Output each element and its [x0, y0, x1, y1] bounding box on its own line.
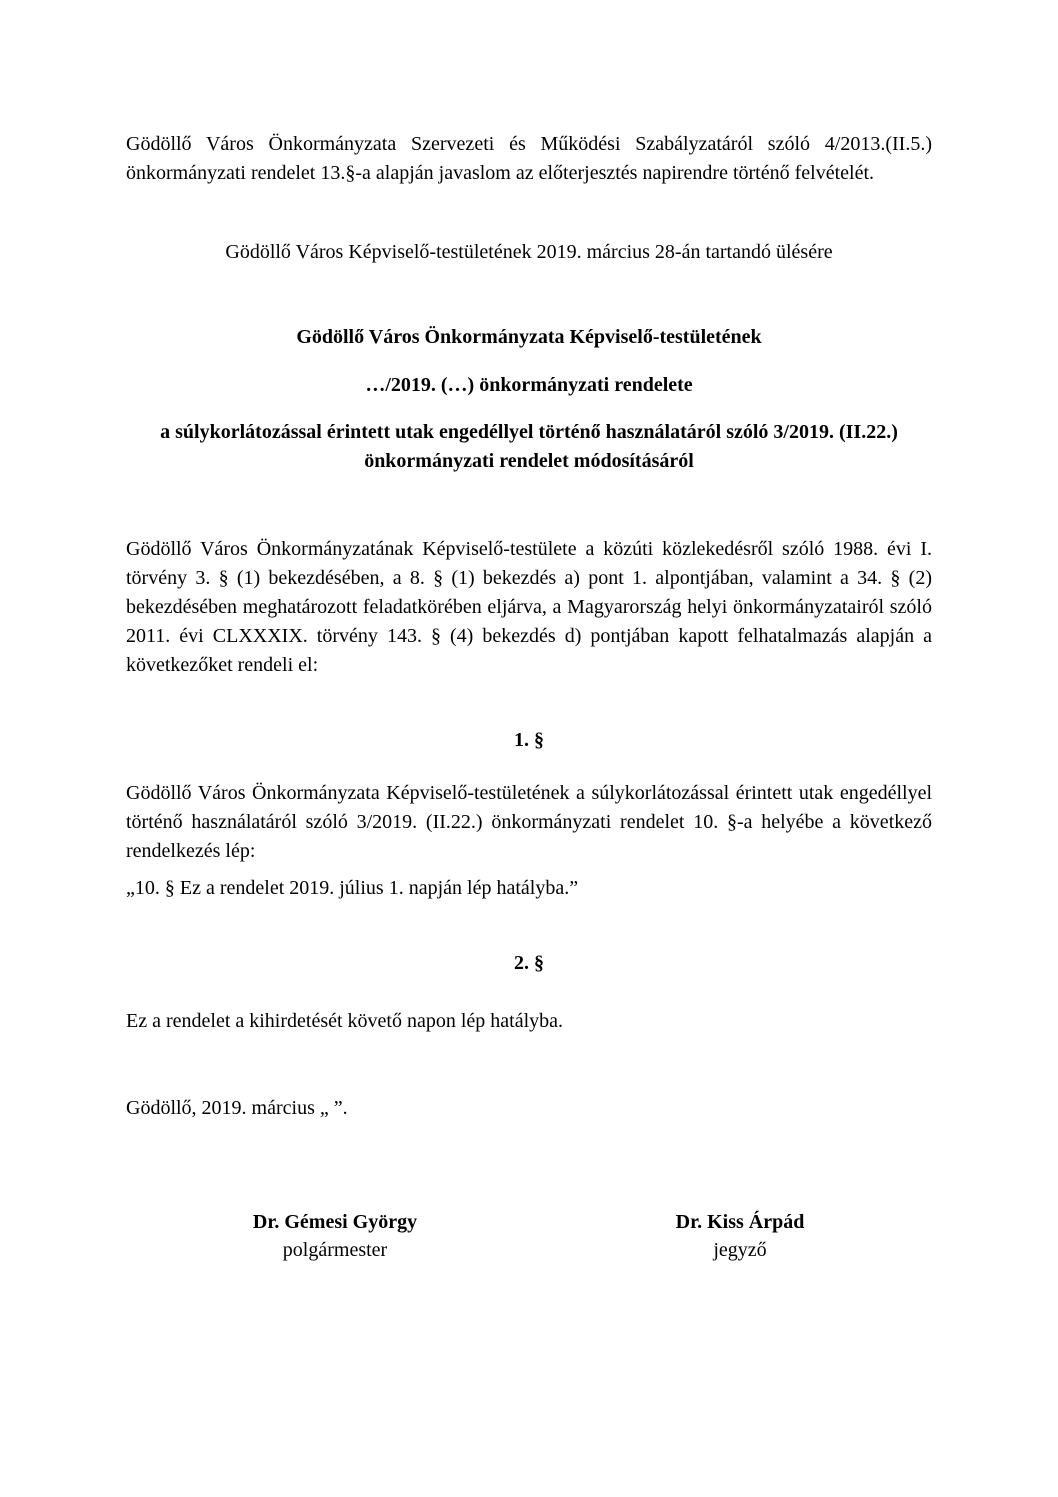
- place-date-text: Gödöllő, 2019. március „ ”.: [126, 1097, 348, 1119]
- decree-title-council: Gödöllő Város Önkormányzata Képviselő-testületének: [296, 326, 762, 348]
- section-2-heading: [126, 949, 932, 978]
- meeting-line: [126, 238, 932, 267]
- signatory-name: Dr. Gémesi György: [252, 1211, 418, 1233]
- meeting-text: Gödöllő Város Képviselő-testületének 2019. március 28-án tartandó ülésére: [225, 241, 833, 263]
- decree-title-line1: [126, 323, 932, 352]
- section-heading: 1. §: [514, 729, 544, 751]
- section-1-quote: [126, 874, 932, 903]
- signatory-name: Dr. Kiss Árpád: [675, 1211, 805, 1233]
- preamble: [126, 535, 932, 680]
- signatory-role: polgármester: [282, 1239, 388, 1261]
- intro-paragraph: [126, 130, 932, 188]
- section-text: Ez a rendelet a kihirdetését követő napon lép hatályba.: [126, 1010, 564, 1032]
- section-quote: „10. § Ez a rendelet 2019. július 1. napján lép hatályba.”: [126, 877, 579, 899]
- place-date: [126, 1094, 932, 1123]
- signatory-role: jegyző: [713, 1239, 767, 1261]
- decree-title-subject: [126, 418, 932, 476]
- decree-title-line2: [126, 371, 932, 400]
- signature-mayor: [205, 1208, 465, 1264]
- decree-title-number: …/2019. (…) önkormányzati rendelete: [365, 374, 693, 396]
- section-2-body: [126, 1007, 932, 1036]
- section-1-body: [126, 779, 932, 866]
- section-1-heading: [126, 726, 932, 755]
- signature-notary: [610, 1208, 870, 1264]
- section-text: Gödöllő Város Önkormányzata Képviselő-testületének a súlykorlátozással érintett utak engedéllyel történő használatáról szóló 3/2019. (II.22.) önkormányzati rendelet 10. §-a helyébe a következő rendelkezés lép:: [126, 782, 932, 862]
- decree-title-subject-line1: a súlykorlátozással érintett utak engedéllyel történő használatáról szóló 3/2019. (II.22.): [160, 421, 898, 443]
- section-heading: 2. §: [514, 952, 544, 974]
- preamble-text: Gödöllő Város Önkormányzatának Képviselő-testülete a közúti közlekedésről szóló 1988. évi I. törvény 3. § (1) bekezdésében, a 8. § (1) bekezdés a) pont 1. alpontjában, valamint a 34. § (2) bekezdésében meghatározott feladatkörében eljárva, a Magyarország helyi önkormányzatairól szóló 2011. évi CLXXXIX. törvény 143. § (4) bekezdés d) pontjában kapott felhatalmazás alapján a következőket rendeli el:: [126, 538, 932, 676]
- intro-text: Gödöllő Város Önkormányzata Szervezeti és Működési Szabályzatáról szóló 4/2013.(II.5.) önkormányzati rendelet 13.§-a alapján javaslom az előterjesztés napirendre történő felvételét.: [126, 133, 932, 184]
- decree-title-subject-line2: önkormányzati rendelet módosításáról: [364, 450, 694, 472]
